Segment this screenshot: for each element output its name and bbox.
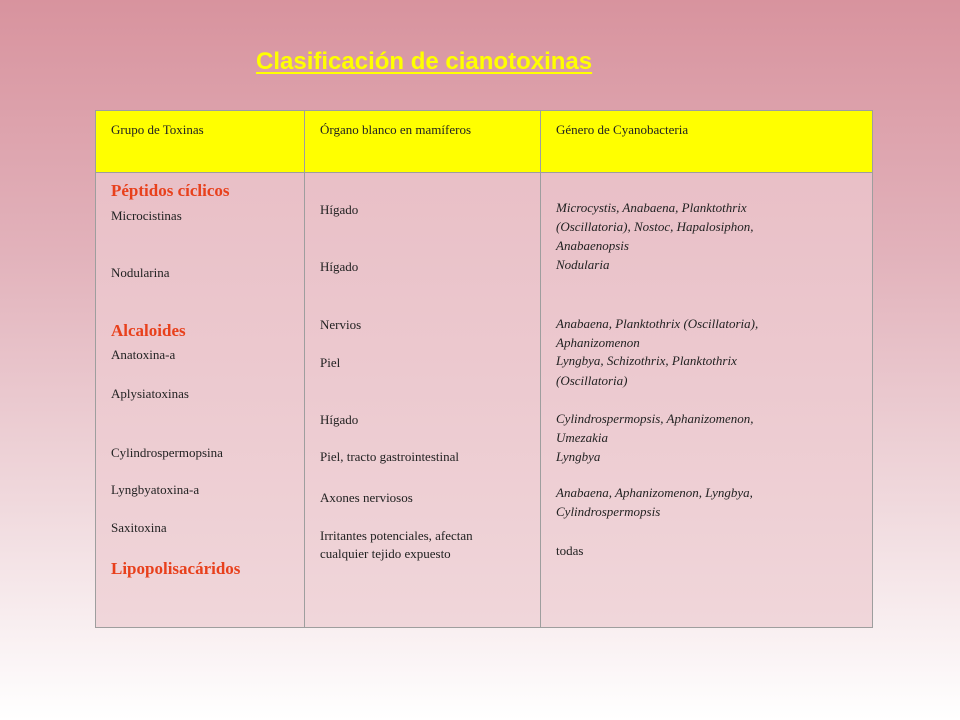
genus-saxitoxina-line2: Cylindrospermopsis [556,504,661,519]
genus-anatoxina-line2: Aphanizomenon [556,335,640,350]
column-divider [540,111,541,627]
toxin-aplysiatoxinas: Aplysiatoxinas [111,386,189,401]
page-title: Clasificación de cianotoxinas [256,48,593,75]
toxin-table [95,110,873,628]
genus-saxitoxina-line1: Anabaena, Aphanizomenon, Lyngbya, [556,485,753,500]
genus-lyngbyatoxina: Lyngbya [556,449,601,464]
toxin-saxitoxina: Saxitoxina [111,520,167,535]
toxin-lyngbyatoxina: Lyngbyatoxina-a [111,482,200,497]
genus-microcistinas-line3: Anabaenopsis [556,238,629,253]
toxin-cylindrospermopsina: Cylindrospermopsina [111,445,223,460]
organ-lipopolisacaridos-line2: cualquier tejido expuesto [320,546,451,561]
toxin-microcistinas: Microcistinas [111,208,182,223]
genus-microcistinas-line2: (Oscillatoria), Nostoc, Hapalosiphon, [556,219,754,234]
organ-cylindrospermopsina: Hígado [320,412,359,427]
genus-cylindrospermopsina-line2: Umezakia [556,430,608,445]
genus-nodularina: Nodularia [556,257,610,272]
genus-anatoxina-line1: Anabaena, Planktothrix (Oscillatoria), [556,316,759,331]
header-grupo: Grupo de Toxinas [111,122,204,137]
genus-microcistinas-line1: Microcystis, Anabaena, Planktothrix [556,200,747,215]
genus-aplysiatoxinas-line1: Lyngbya, Schizothrix, Planktothrix [556,353,737,368]
organ-microcistinas: Hígado [320,202,359,217]
toxin-nodularina: Nodularina [111,265,170,280]
organ-aplysiatoxinas: Piel [320,355,341,370]
organ-nodularina: Hígado [320,259,359,274]
column-divider [304,111,305,627]
group-alcaloides: Alcaloides [111,321,186,340]
group-peptidos-ciclicos: Péptidos cíclicos [111,181,230,200]
header-organo: Órgano blanco en mamíferos [320,122,472,137]
genus-aplysiatoxinas-line2: (Oscillatoria) [556,373,628,388]
group-lipopolisacaridos: Lipopolisacáridos [111,559,241,578]
organ-saxitoxina: Axones nerviosos [320,490,413,505]
toxin-anatoxina: Anatoxina-a [111,347,176,362]
organ-lipopolisacaridos-line1: Irritantes potenciales, afectan [320,528,473,543]
organ-anatoxina: Nervios [320,317,362,332]
genus-lipopolisacaridos: todas [556,543,584,558]
header-genero: Género de Cyanobacteria [556,122,689,137]
genus-cylindrospermopsina-line1: Cylindrospermopsis, Aphanizomenon, [556,411,754,426]
table-header-row [96,111,872,173]
organ-lyngbyatoxina: Piel, tracto gastrointestinal [320,449,459,464]
